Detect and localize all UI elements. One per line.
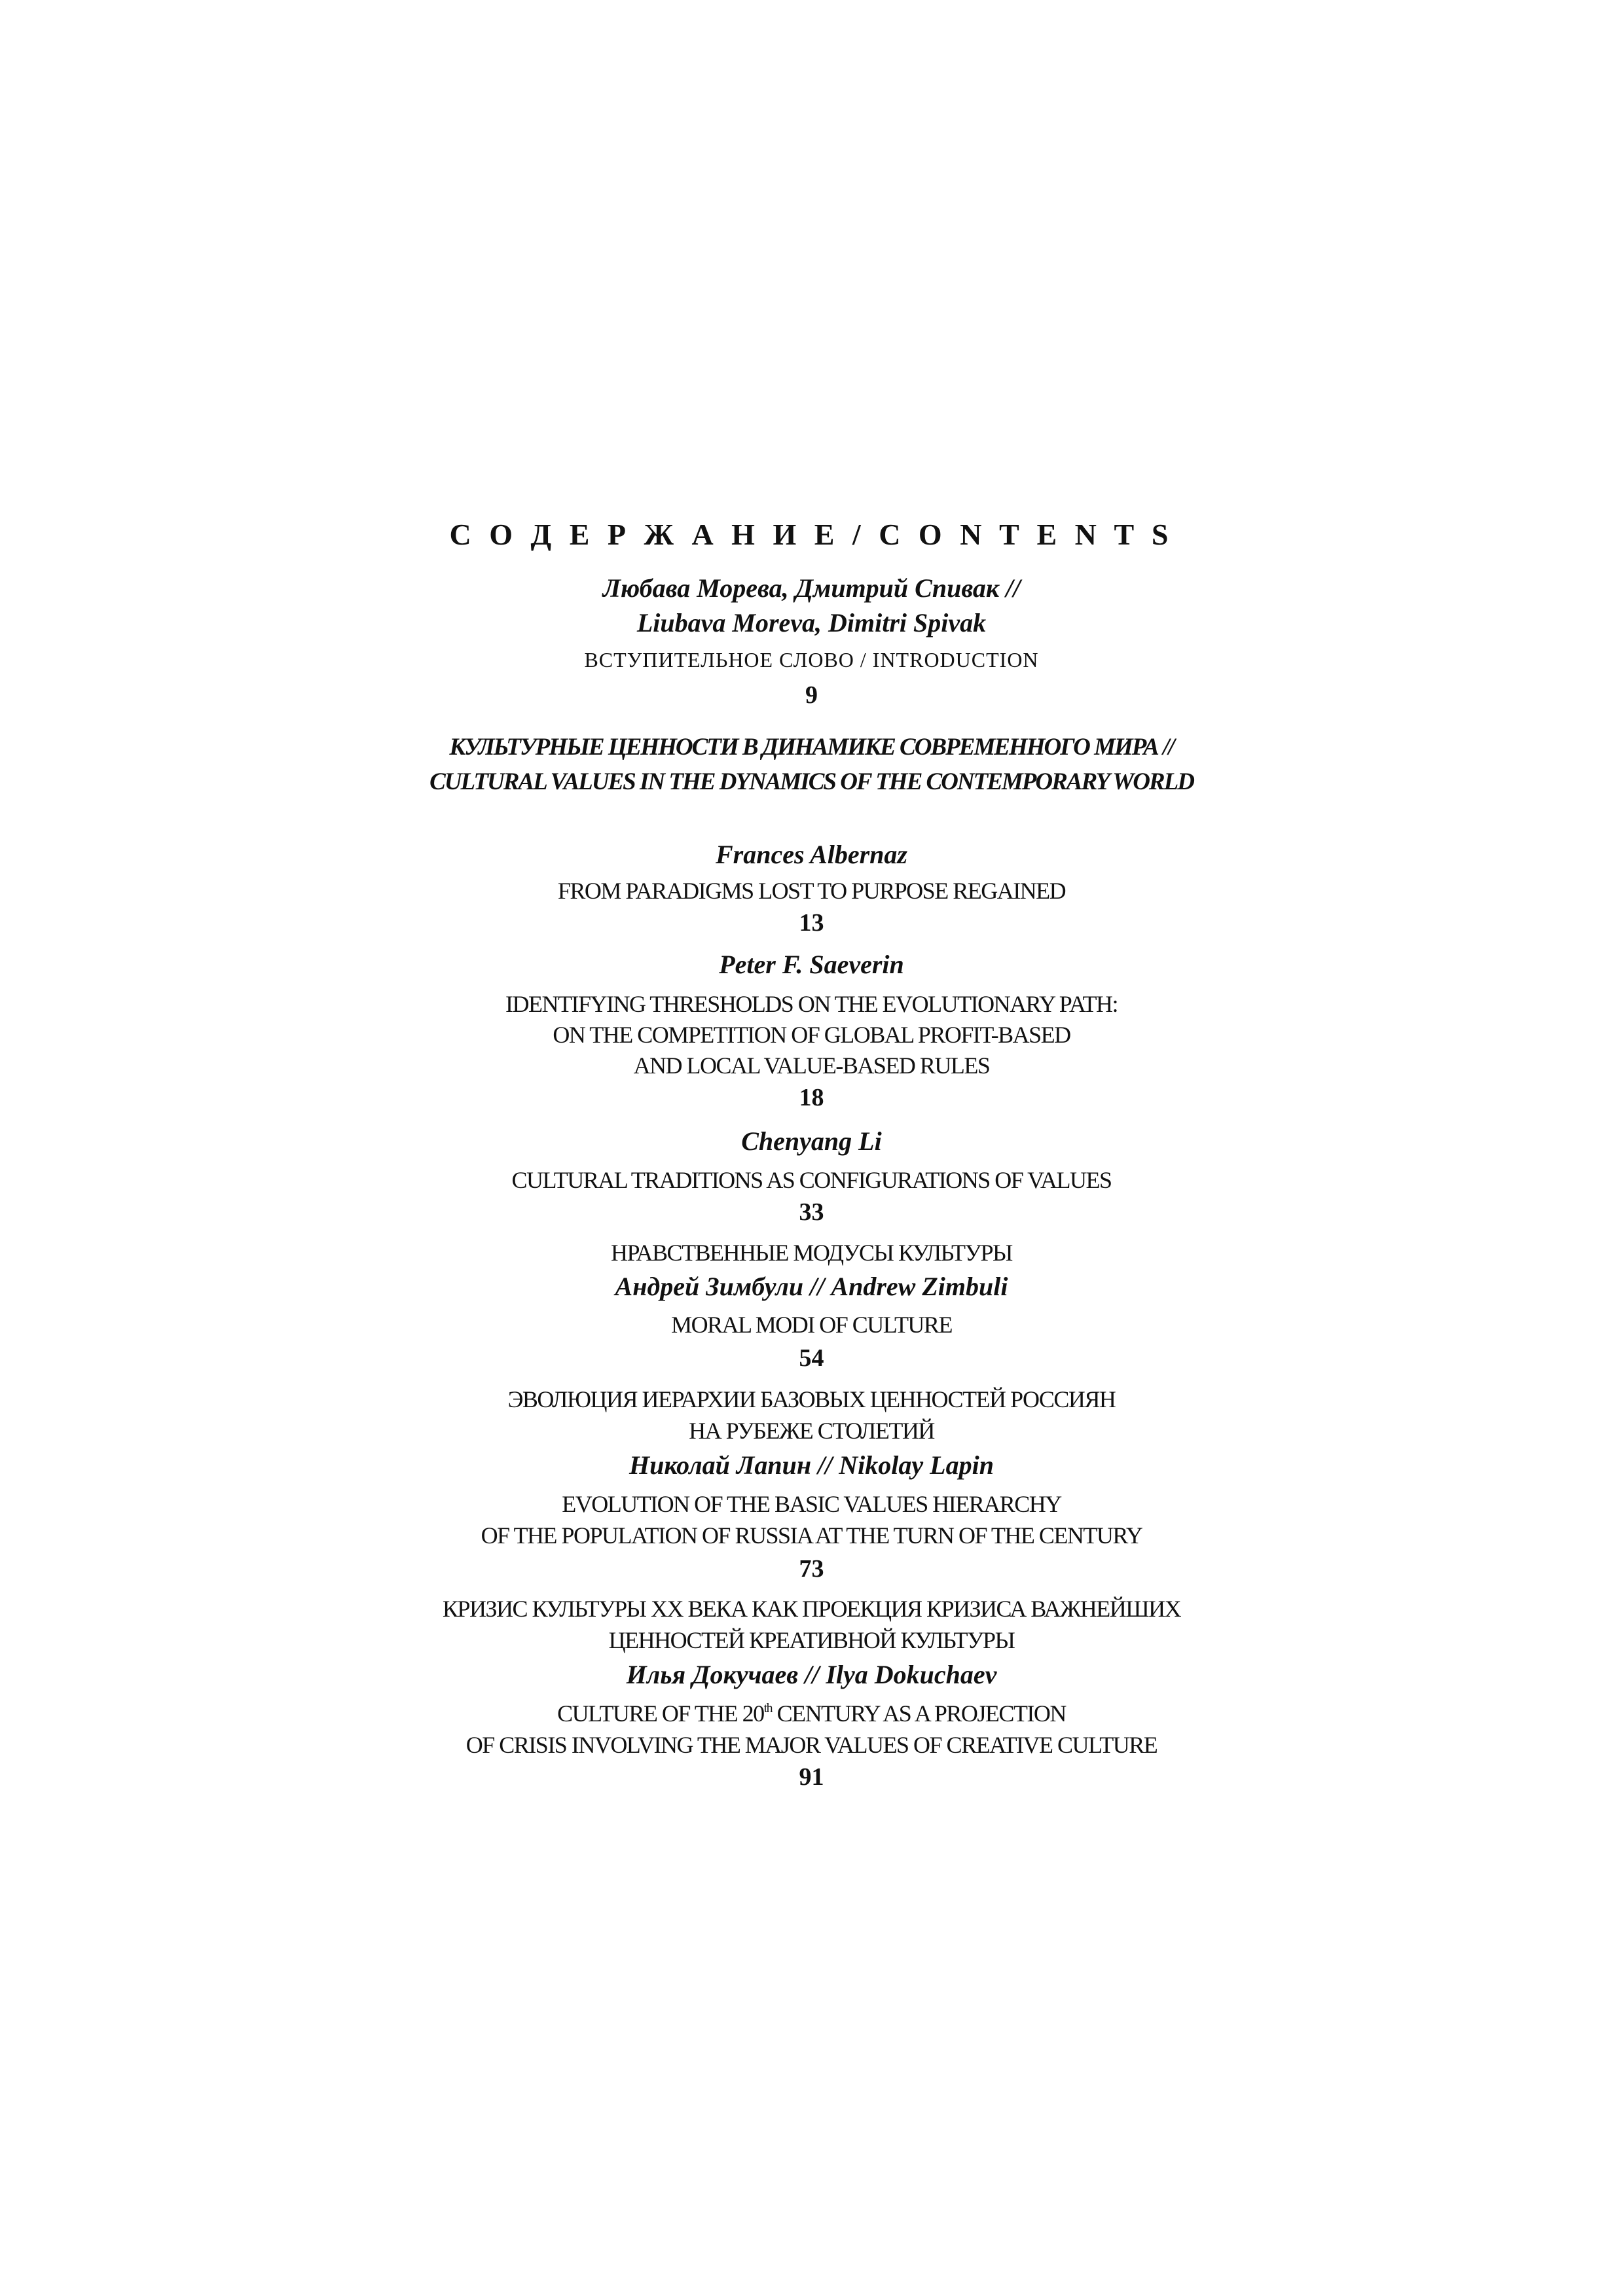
- entry-page-number: 91: [799, 1763, 824, 1791]
- entry-title-line: [0, 1700, 1623, 1727]
- entry-page-number: 18: [799, 1084, 824, 1111]
- intro-authors-ru: Любава Морева, Дмитрий Спивак //: [602, 573, 1021, 603]
- entry-title-text: CULTURE OF THE 20: [557, 1700, 764, 1727]
- entry-page-number: 33: [799, 1198, 824, 1226]
- entry-page-number: 54: [799, 1344, 824, 1372]
- entry-title-line: OF THE POPULATION OF RUSSIA AT THE TURN OF THE CENTURY: [481, 1522, 1142, 1549]
- entry-title-ru-line: ЦЕННОСТЕЙ КРЕАТИВНОЙ КУЛЬТУРЫ: [608, 1627, 1015, 1653]
- entry-title-text: CENTURY AS A PROJECTION: [772, 1700, 1066, 1727]
- entry-title-ru-line: НА РУБЕЖЕ СТОЛЕТИЙ: [689, 1418, 934, 1444]
- entry-title-ru-line: КРИЗИС КУЛЬТУРЫ XX ВЕКА КАК ПРОЕКЦИЯ КРИЗИСА ВАЖНЕЙШИХ: [442, 1596, 1181, 1622]
- entry-title-line: CULTURAL TRADITIONS AS CONFIGURATIONS OF VALUES: [511, 1167, 1112, 1193]
- entry-title-line: ON THE COMPETITION OF GLOBAL PROFIT-BASED: [553, 1022, 1070, 1048]
- entry-title-ru-line: НРАВСТВЕННЫЕ МОДУСЫ КУЛЬТУРЫ: [611, 1240, 1012, 1266]
- entry-title-ru-line: ЭВОЛЮЦИЯ ИЕРАРХИИ БАЗОВЫХ ЦЕННОСТЕЙ РОССИЯН: [507, 1386, 1116, 1412]
- entry-author: Peter F. Saeverin: [719, 950, 904, 979]
- entry-title-line: EVOLUTION OF THE BASIC VALUES HIERARCHY: [562, 1491, 1061, 1517]
- entry-author: Илья Докучаев // Ilya Dokuchaev: [626, 1660, 997, 1689]
- intro-page-number: 9: [805, 681, 818, 709]
- intro-title: ВСТУПИТЕЛЬНОЕ СЛОВО / INTRODUCTION: [584, 648, 1039, 672]
- intro-authors-en: Liubava Moreva, Dimitri Spivak: [636, 608, 987, 637]
- entry-author: Николай Лапин // Nikolay Lapin: [629, 1450, 994, 1480]
- section-title-ru: КУЛЬТУРНЫЕ ЦЕННОСТИ В ДИНАМИКЕ СОВРЕМЕННОГО МИРА //: [449, 734, 1174, 761]
- entry-author: Андрей Зимбули // Andrew Zimbuli: [615, 1272, 1008, 1301]
- entry-author: Frances Albernaz: [715, 840, 907, 869]
- section-title-en: CULTURAL VALUES IN THE DYNAMICS OF THE CONTEMPORARY WORLD: [429, 768, 1194, 795]
- entry-title-line: MORAL MODI OF CULTURE: [671, 1312, 952, 1338]
- ordinal-suffix: th: [763, 1701, 773, 1716]
- entry-title-line: AND LOCAL VALUE-BASED RULES: [633, 1052, 990, 1079]
- entry-title-line: OF CRISIS INVOLVING THE MAJOR VALUES OF CREATIVE CULTURE: [465, 1732, 1158, 1758]
- entry-author: Chenyang Li: [741, 1126, 882, 1156]
- contents-heading: С О Д Е Р Ж А Н И Е / C O N T E N T S: [449, 518, 1174, 551]
- entry-title-line: FROM PARADIGMS LOST TO PURPOSE REGAINED: [557, 878, 1066, 904]
- entry-page-number: 13: [799, 909, 824, 937]
- entry-title-line: IDENTIFYING THRESHOLDS ON THE EVOLUTIONARY PATH:: [505, 991, 1118, 1017]
- entry-page-number: 73: [799, 1555, 824, 1583]
